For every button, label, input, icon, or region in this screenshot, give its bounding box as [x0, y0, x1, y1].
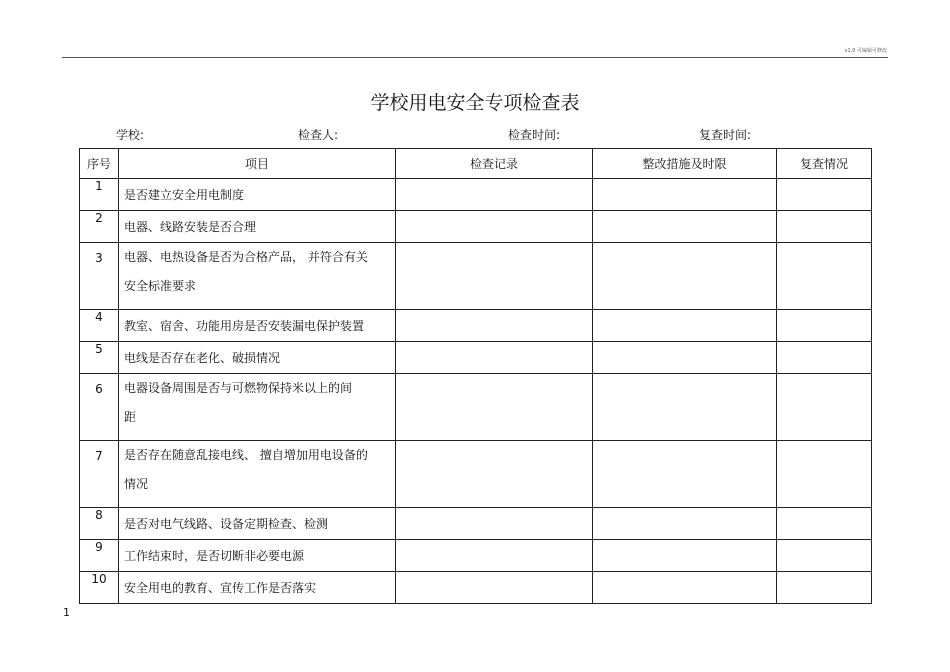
table-row — [80, 540, 872, 572]
record-cell[interactable] — [396, 508, 593, 540]
row-number: 10 — [80, 572, 119, 604]
row-item-line: 情况 — [124, 477, 149, 491]
measures-cell[interactable] — [593, 342, 777, 374]
table-row — [80, 508, 872, 540]
row-item — [119, 374, 396, 441]
column-header-record: 检查记录 — [396, 149, 593, 179]
table-header-row — [80, 149, 872, 179]
school-label: 学校: — [116, 128, 145, 142]
table-row — [80, 441, 872, 508]
measures-cell[interactable] — [593, 211, 777, 243]
recheck-cell[interactable] — [777, 572, 872, 604]
row-number: 3 — [80, 243, 119, 310]
row-item: 电器、线路安装是否合理 — [119, 211, 396, 243]
table-row — [80, 179, 872, 211]
measures-cell[interactable] — [593, 508, 777, 540]
version-note: v1.0 可编辑可修改 — [844, 48, 887, 54]
check-time-label: 检查时间: — [508, 128, 561, 142]
measures-cell[interactable] — [593, 179, 777, 211]
recheck-cell[interactable] — [777, 374, 872, 441]
measures-cell[interactable] — [593, 572, 777, 604]
column-header-item: 项目 — [119, 149, 396, 179]
measures-cell[interactable] — [593, 540, 777, 572]
record-cell[interactable] — [396, 179, 593, 211]
record-cell[interactable] — [396, 310, 593, 342]
row-item — [119, 441, 396, 508]
column-header-recheck: 复查情况 — [777, 149, 872, 179]
row-item: 电线是否存在老化、破损情况 — [119, 342, 396, 374]
row-number: 8 — [80, 508, 119, 540]
row-item: 是否建立安全用电制度 — [119, 179, 396, 211]
recheck-cell[interactable] — [777, 540, 872, 572]
row-item-line: 电器设备周围是否与可燃物保持米以上的间 — [124, 381, 353, 395]
row-number: 5 — [80, 342, 119, 374]
row-item: 教室、宿舍、功能用房是否安装漏电保护装置 — [119, 310, 396, 342]
record-cell[interactable] — [396, 342, 593, 374]
inspection-table — [79, 148, 872, 604]
recheck-cell[interactable] — [777, 342, 872, 374]
page-number: 1 — [63, 606, 70, 619]
row-number: 7 — [80, 441, 119, 508]
row-item-line: 安全标准要求 — [124, 279, 197, 293]
measures-cell[interactable] — [593, 310, 777, 342]
recheck-cell[interactable] — [777, 441, 872, 508]
record-cell[interactable] — [396, 211, 593, 243]
row-item: 是否对电气线路、设备定期检查、检测 — [119, 508, 396, 540]
row-item-line: 距 — [124, 410, 137, 424]
row-item: 工作结束时，是否切断非必要电源 — [119, 540, 396, 572]
table-row — [80, 310, 872, 342]
row-number: 1 — [80, 179, 119, 211]
column-header-num: 序号 — [80, 149, 119, 179]
table-row — [80, 342, 872, 374]
recheck-time-label: 复查时间: — [699, 128, 752, 142]
record-cell[interactable] — [396, 572, 593, 604]
recheck-cell[interactable] — [777, 508, 872, 540]
recheck-cell[interactable] — [777, 243, 872, 310]
row-item: 安全用电的教育、宣传工作是否落实 — [119, 572, 396, 604]
table-row — [80, 211, 872, 243]
recheck-cell[interactable] — [777, 310, 872, 342]
row-number: 2 — [80, 211, 119, 243]
measures-cell[interactable] — [593, 441, 777, 508]
measures-cell[interactable] — [593, 243, 777, 310]
page-title: 学校用电安全专项检查表 — [370, 92, 580, 114]
record-cell[interactable] — [396, 540, 593, 572]
record-cell[interactable] — [396, 243, 593, 310]
row-item-line: 电器、电热设备是否为合格产品， 并符合有关 — [124, 250, 368, 264]
record-cell[interactable] — [396, 441, 593, 508]
table-row — [80, 572, 872, 604]
row-item-line: 是否存在随意乱接电线、 擅自增加用电设备的 — [124, 448, 368, 462]
recheck-cell[interactable] — [777, 211, 872, 243]
measures-cell[interactable] — [593, 374, 777, 441]
column-header-measures: 整改措施及时限 — [593, 149, 777, 179]
recheck-cell[interactable] — [777, 179, 872, 211]
table-row — [80, 374, 872, 441]
record-cell[interactable] — [396, 374, 593, 441]
row-number: 4 — [80, 310, 119, 342]
header-rule — [62, 57, 888, 58]
row-number: 9 — [80, 540, 119, 572]
row-number: 6 — [80, 374, 119, 441]
row-item — [119, 243, 396, 310]
table-row — [80, 243, 872, 310]
inspector-label: 检查人: — [298, 128, 339, 142]
